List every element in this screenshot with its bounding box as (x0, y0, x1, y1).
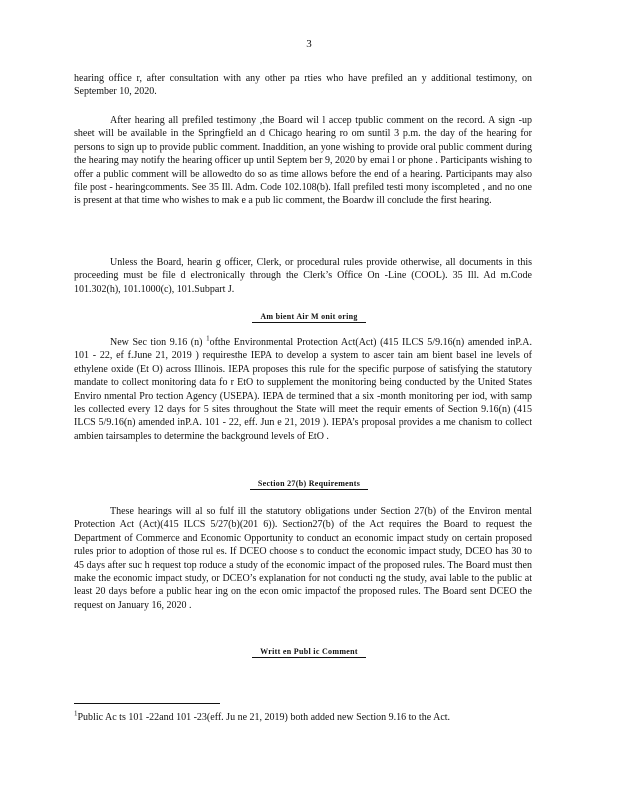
heading-section-27b-text: Section 27(b) Requirements (250, 479, 368, 490)
footnote-reference: 1 (206, 334, 210, 343)
heading-written-public-comment (0, 647, 618, 658)
footnote-text: Public Ac ts 101 -22and 101 -23(eff. Ju ne 21, 2019) both added new Section 9.16 to the Act. (77, 712, 451, 723)
heading-ambient-air-monitoring-text: Am bient Air M onit oring (252, 312, 365, 323)
paragraph-ethylene-oxide-lead: New Sec tion 9.16 (n) (110, 337, 207, 348)
page-number: 3 (306, 38, 312, 50)
footnote-separator (74, 703, 220, 704)
paragraph-public-comment: After hearing all prefiled testimony ,the Board wil l accep tpublic comment on the record. A sign -up sheet will be available in the Springfield an d Chicago hearing ro om suntil 3 p.m. the day of the hearing for persons to sign up to provide public comment. Inaddition, an yone wishing to provide oral public comment during the hearing may notify the hearing officer up until Septem ber 9, 2020 by emai l or phone . Participants wishing to offer a public comment will be allowedto do so as time allows before the end of a hearing. Participants may also file post - hearingcomments. See 35 Ill. Adm. Code 102.108(b). Ifall prefiled testi mony iscompleted , and no one is present at that time who wishes to mak e a pub lic comment, the Boardw ill conclude the first hearing. (74, 115, 532, 207)
paragraph-hearing-officer: hearing office r, after consultation with any other pa rties who have prefiled an y additional testimony, on September 10, 2020. (74, 73, 532, 98)
paragraph-section-27b: These hearings will al so fulf ill the statutory obligations under Section 27(b) of the Environ mental Protection Act (Act)(415 ILCS 5/27(b)(201 6)). Section27(b) of the Act requires the Board to request the Department of Commerce and Economic Opportunity to conduct an economic impact study on certain proposed rules prior to adoption of those rul es. If DCEO choose s to conduct the economic impact study, DCEO has 30 to 45 days after suc h request top roduce a study of the economic impact of the proposed rules. The Board must then make the economic impact study, or DCEO’s explanation for not conducti ng the study, avai lable to the public at least 20 days before a public hear ing on the econ omic impactof the proposed rules. The Board sent DCEO the request on January 16, 2020 . (74, 506, 532, 611)
paragraph-electronic-filing: Unless the Board, hearin g officer, Clerk, or procedural rules provide otherwise, all documents in this proceeding must be file d electronically through the Clerk’s Office On -Line (COOL). 35 Ill. Ad m.Code 101.302(h), 101.1000(c), 101.Subpart J. (74, 257, 532, 295)
footnote (74, 711, 532, 724)
heading-section-27b (0, 479, 618, 490)
heading-ambient-air-monitoring (0, 312, 618, 323)
paragraph-ethylene-oxide (74, 336, 532, 443)
footnote-marker: 1 (74, 709, 78, 718)
heading-written-public-comment-text: Writt en Publ ic Comment (252, 647, 366, 658)
paragraph-ethylene-oxide-body: ofthe Environmental Protection Act(Act) (415 ILCS 5/9.16(n) amended inP.A. 101 - 22, ef f.June 21, 2019 ) requiresthe IEPA to develop a system to ascer tain am bient basel ine levels of ethylene oxide (Et O) across Illinois. IEPA proposes this rule for the specific purpose of satisfying the statutory mandate to collect monitoring data fo r EtO to supplement the monitoring being conducted by the United States Enviro nmental Pro tection Agency (USEPA). IEPA de termined that a six -month monitoring per iod, with samp les collected every 12 days for 5 sites throughout the State will meet the requir ements of Section 9.16(n) (415 ILCS 5/9.16(n) amended inP.A. 101 - 22, eff. Jun e 21, 2019 ). IEPA’s proposal provides a me chanism to collect ambien tairsamples to determine the background levels of EtO . (74, 337, 532, 442)
